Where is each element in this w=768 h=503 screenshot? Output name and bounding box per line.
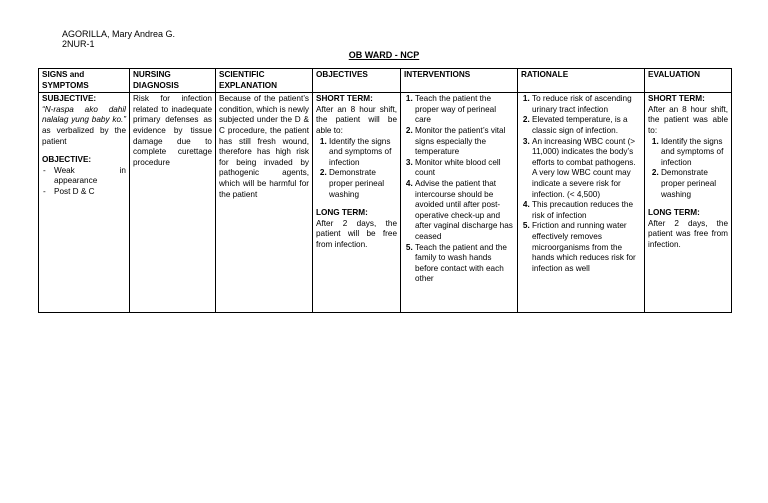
table-row bbox=[39, 93, 732, 313]
col-header-interventions: INTERVENTIONS bbox=[401, 69, 518, 93]
ncp-table bbox=[38, 68, 732, 313]
col-header-signs: SIGNS and SYMPTOMS bbox=[39, 69, 130, 93]
list-item: 5. Friction and running water effectively removes microorganisms from the hands which reduces risk for infection as well bbox=[532, 221, 641, 274]
eval-long-term-label: LONG TERM: bbox=[648, 208, 700, 218]
list-item: 1. Identify the signs and symptoms of infection bbox=[661, 137, 728, 169]
list-item: 4. This precaution reduces the risk of infection bbox=[532, 200, 641, 221]
list-item: 1. Teach the patient the proper way of perineal care bbox=[415, 94, 514, 126]
subjective-label: SUBJECTIVE: bbox=[42, 94, 97, 104]
interventions-cell bbox=[401, 93, 518, 313]
page-title: OB WARD - NCP bbox=[348, 50, 420, 60]
long-term-text: After 2 days, the patient will be free from infection. bbox=[316, 218, 397, 249]
list-item: 2. Demonstrate proper perineal washing bbox=[661, 168, 728, 200]
list-item: - Post D & C bbox=[54, 187, 126, 198]
list-item: 2. Demonstrate proper perineal washing bbox=[329, 168, 397, 200]
col-header-explanation: SCIENTIFIC EXPLANATION bbox=[216, 69, 313, 93]
short-term-list bbox=[316, 137, 397, 201]
header-row bbox=[39, 69, 732, 93]
eval-long-term-text: After 2 days, the patient was free from infection. bbox=[648, 218, 728, 249]
rationale-cell bbox=[518, 93, 645, 313]
interventions-list bbox=[404, 94, 514, 285]
explanation-cell: Because of the patient’s condition, which is newly subjected under the D & C procedure, the patient has still fresh wound, therefore has high risk for being invaded by pathogenic agents, which will be harmful for the patient bbox=[216, 93, 313, 313]
list-item: 4. Advise the patient that intercourse should be avoided until after post-operative check-up and after vaginal discharge has ceased bbox=[415, 179, 514, 243]
diagnosis-cell: Risk for infection related to inadequate primary defenses as evidence by tissue damage due to complete curettage procedure bbox=[130, 93, 216, 313]
eval-short-term-label: SHORT TERM: bbox=[648, 94, 705, 104]
student-name: AGORILLA, Mary Andrea G. bbox=[62, 29, 176, 39]
col-header-rationale: RATIONALE bbox=[518, 69, 645, 93]
signs-cell bbox=[39, 93, 130, 313]
short-term-intro: After an 8 hour shift, the patient will be able to: bbox=[316, 104, 397, 135]
col-header-diagnosis: NURSING DIAGNOSIS bbox=[130, 69, 216, 93]
list-item: 2. Elevated temperature, is a classic sign of infection. bbox=[532, 115, 641, 136]
subjective-text: “N-raspa ako dahil nalalag yung baby ko.” as verbalized by the patient bbox=[42, 104, 126, 146]
list-item: 3. Monitor white blood cell count bbox=[415, 158, 514, 179]
short-term-label: SHORT TERM: bbox=[316, 94, 373, 104]
student-section: 2NUR-1 bbox=[62, 39, 95, 49]
col-header-evaluation: EVALUATION bbox=[645, 69, 732, 93]
objective-list bbox=[42, 166, 126, 198]
list-item: 2. Monitor the patient’s vital signs especially the temperature bbox=[415, 126, 514, 158]
objectives-cell bbox=[313, 93, 401, 313]
col-header-objectives: OBJECTIVES bbox=[313, 69, 401, 93]
list-item: 5. Teach the patient and the family to wash hands before contact with each other bbox=[415, 243, 514, 285]
evaluation-cell bbox=[645, 93, 732, 313]
list-item: 1. To reduce risk of ascending urinary tract infection bbox=[532, 94, 641, 115]
eval-short-term-list bbox=[648, 137, 728, 201]
objective-label: OBJECTIVE: bbox=[42, 155, 92, 165]
list-item: 1. Identify the signs and symptoms of infection bbox=[329, 137, 397, 169]
eval-short-term-intro: After an 8 hour shift, the patient was able to: bbox=[648, 104, 728, 135]
list-item: 3. An increasing WBC count (> 11,000) indicates the body’s efforts to combat pathogens. A very low WBC count may indicate a severe risk for infection. (< 4,500) bbox=[532, 137, 641, 201]
rationale-list bbox=[521, 94, 641, 274]
list-item: - Weak in appearance bbox=[54, 166, 126, 187]
long-term-label: LONG TERM: bbox=[316, 208, 368, 218]
